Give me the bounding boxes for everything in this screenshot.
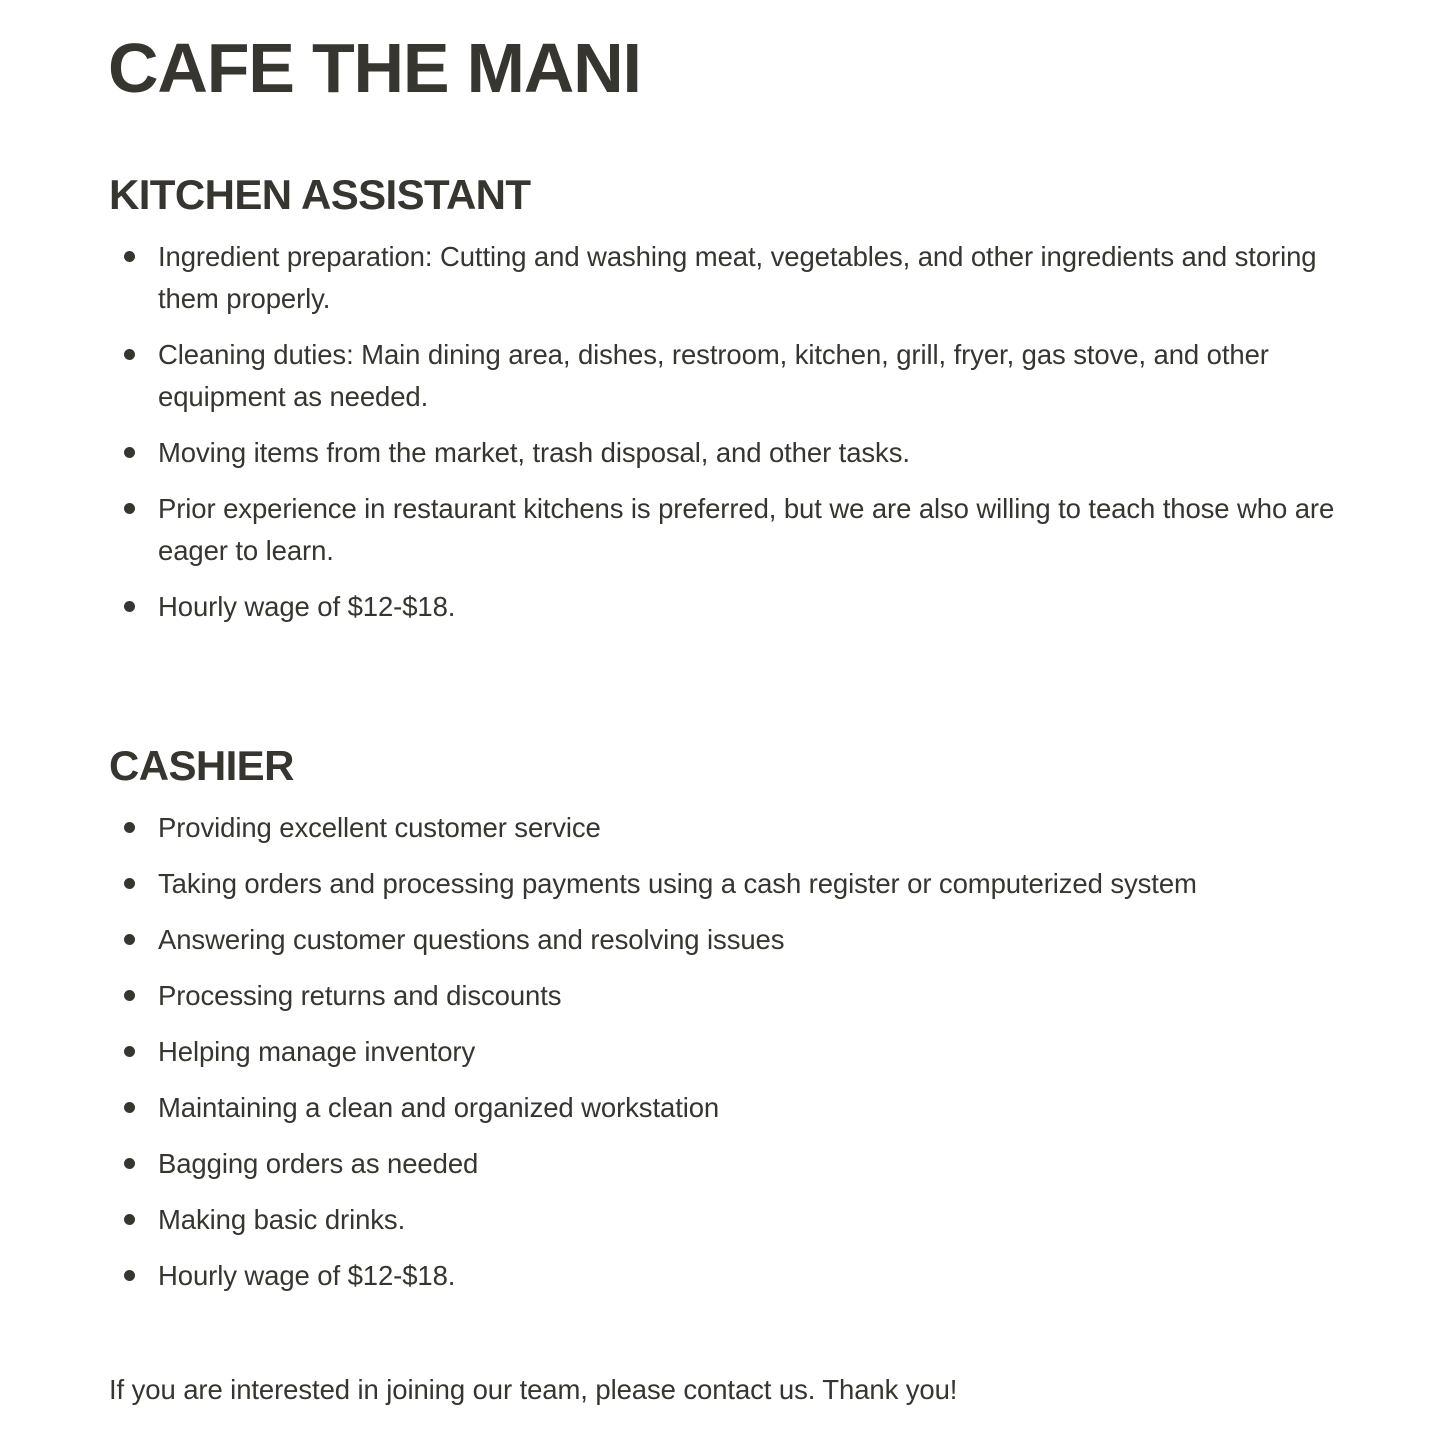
list-item-text: Making basic drinks. bbox=[158, 1204, 406, 1235]
list-item-text: Processing returns and discounts bbox=[158, 980, 562, 1011]
list-item bbox=[0, 586, 1348, 628]
list-item bbox=[0, 1255, 1348, 1297]
bullet-icon bbox=[124, 1046, 135, 1057]
bullet-icon bbox=[124, 878, 135, 889]
list-item bbox=[0, 919, 1348, 961]
list-item-text: Moving items from the market, trash disposal, and other tasks. bbox=[158, 437, 910, 468]
list-item bbox=[0, 1087, 1348, 1129]
bullet-icon bbox=[124, 934, 135, 945]
cashier-list bbox=[0, 807, 1440, 1311]
bullet-icon bbox=[124, 447, 135, 458]
bullet-icon bbox=[124, 822, 135, 833]
list-item bbox=[0, 975, 1348, 1017]
list-item bbox=[0, 1031, 1348, 1073]
list-item bbox=[0, 1143, 1348, 1185]
list-item-text: Hourly wage of $12-$18. bbox=[158, 1260, 456, 1291]
kitchen-assistant-list bbox=[0, 236, 1440, 642]
bullet-icon bbox=[124, 1102, 135, 1113]
list-item bbox=[0, 432, 1348, 474]
list-item bbox=[0, 334, 1348, 418]
list-item bbox=[0, 488, 1348, 572]
list-item-text: Taking orders and processing payments using a cash register or computerized system bbox=[158, 868, 1197, 899]
bullet-icon bbox=[124, 349, 135, 360]
footer-contact-text: If you are interested in joining our team, please contact us. Thank you! bbox=[109, 1374, 958, 1405]
bullet-icon bbox=[124, 251, 135, 262]
list-item-text: Prior experience in restaurant kitchens is preferred, but we are also willing to teach those who are eager to learn. bbox=[158, 493, 1335, 566]
list-item-text: Helping manage inventory bbox=[158, 1036, 476, 1067]
list-item-text: Answering customer questions and resolving issues bbox=[158, 924, 785, 955]
bullet-icon bbox=[124, 601, 135, 612]
section-heading-cashier: CASHIER bbox=[109, 742, 294, 789]
list-item-text: Ingredient preparation: Cutting and washing meat, vegetables, and other ingredients and storing them properly. bbox=[158, 241, 1317, 314]
list-item-text: Cleaning duties: Main dining area, dishes, restroom, kitchen, grill, fryer, gas stove, and other equipment as needed. bbox=[158, 339, 1269, 412]
list-item bbox=[0, 1199, 1348, 1241]
bullet-icon bbox=[124, 503, 135, 514]
bullet-icon bbox=[124, 1270, 135, 1281]
list-item-text: Maintaining a clean and organized workstation bbox=[158, 1092, 720, 1123]
list-item bbox=[0, 236, 1348, 320]
bullet-icon bbox=[124, 1158, 135, 1169]
list-item bbox=[0, 863, 1348, 905]
list-item bbox=[0, 807, 1348, 849]
list-item-text: Providing excellent customer service bbox=[158, 812, 601, 843]
list-item-text: Hourly wage of $12-$18. bbox=[158, 591, 456, 622]
page-title: CAFE THE MANI bbox=[108, 29, 641, 107]
bullet-icon bbox=[124, 990, 135, 1001]
list-item-text: Bagging orders as needed bbox=[158, 1148, 479, 1179]
bullet-icon bbox=[124, 1214, 135, 1225]
section-heading-kitchen-assistant: KITCHEN ASSISTANT bbox=[109, 171, 531, 218]
